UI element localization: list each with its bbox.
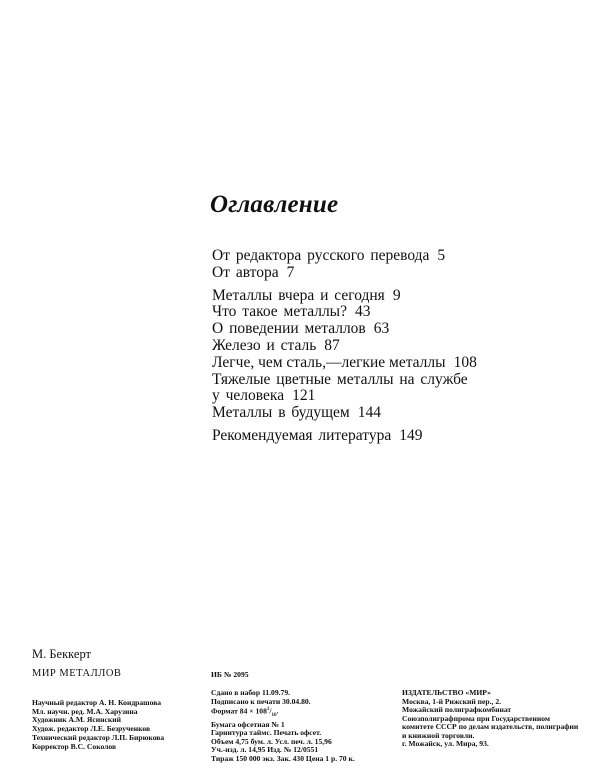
toc-entry — [212, 321, 477, 338]
toc-entry-title: О поведении металлов — [212, 320, 366, 338]
print-info-line: Уч.-изд. л. 14,95 Изд. № 12/0551 — [211, 745, 319, 755]
toc-entry-title: Тяжелые цветные металлы на службе — [212, 370, 468, 388]
print-info-line: Тираж 150 000 экз. Зак. 430 Цена 1 р. 70 к. — [211, 753, 355, 763]
toc-heading: Оглавление — [210, 191, 339, 218]
toc-entry — [212, 248, 477, 265]
toc-entry-page: 7 — [286, 263, 295, 281]
toc-entry-title: Рекомендуемая литература — [212, 426, 392, 444]
toc-entry-page: 149 — [399, 426, 423, 444]
colophon-ib-number: ИБ № 2095 — [211, 670, 249, 679]
toc-entry-continuation — [212, 388, 477, 405]
toc-entry-page: 63 — [373, 320, 390, 338]
toc-entry-page: 9 — [392, 286, 401, 304]
colophon-print-info — [211, 689, 355, 763]
colophon-publisher — [402, 689, 582, 749]
colophon-author: М. Беккерт — [32, 647, 92, 661]
toc-entry — [212, 288, 477, 305]
print-info-format — [211, 706, 355, 721]
credit-line: Корректор В.С. Соколов — [32, 741, 117, 751]
print-info-line: Гарнитура таймс. Печать офсет. — [211, 728, 322, 738]
toc-entry-title: Легче, чем сталь,—легкие металлы — [212, 353, 446, 371]
toc-entry-page: 5 — [437, 247, 446, 264]
toc-entry-title: у человека — [212, 387, 285, 405]
toc-entry-title: От редактора русского перевода — [212, 247, 430, 264]
credit-line: Художник А.М. Ясинский — [32, 715, 121, 725]
toc-entry — [212, 265, 477, 282]
toc-entry-page: 87 — [324, 336, 340, 354]
toc-entry — [212, 338, 477, 355]
colophon-book-title: МИР МЕТАЛЛОВ — [32, 668, 122, 679]
toc-entry-title: Железо и сталь — [212, 336, 317, 354]
toc-entry — [212, 372, 477, 389]
toc-entry — [212, 428, 477, 445]
format-sup: 1 — [266, 707, 270, 712]
colophon-credits — [32, 699, 164, 752]
credit-line: Худож. редактор Л.Е. Безрученков — [32, 723, 151, 733]
print-info-line: Подписано к печати 30.04.80. — [211, 696, 311, 706]
print-info-line: Бумага офсетная № 1 — [211, 719, 285, 729]
credit-line: Мл. научн. ред. М.А. Харузина — [32, 706, 138, 716]
format-sep: / — [269, 706, 272, 716]
toc-entry-page: 108 — [453, 353, 477, 371]
print-info-line: Сдано в набор 11.09.79. — [211, 688, 291, 697]
toc-entry-title: Что такое металлы? — [212, 303, 347, 321]
publisher-address: Москва, 1-й Рижский пер., 2. — [402, 696, 502, 706]
toc-entry-page: 121 — [292, 387, 316, 405]
toc-entry-title: Металлы вчера и сегодня — [212, 286, 385, 304]
format-end: . — [276, 706, 279, 716]
printer-info: Можайский полиграфкомбинат Союзполиграфпрома при Государственном комитете СССР по делам издательств, полиграфии и книжной торговли. — [402, 705, 579, 740]
printer-address: г. Можайск, ул. Мира, 93. — [402, 739, 489, 748]
print-info-line: Объем 4,75 бум. л. Усл. печ. л. 15,96 — [211, 736, 332, 746]
table-of-contents — [212, 248, 477, 445]
toc-entry — [212, 355, 477, 372]
toc-entry-title: От автора — [212, 263, 279, 281]
toc-entry-title: Металлы в будущем — [212, 404, 350, 422]
credit-line: Технический редактор Л.П. Бирюкова — [32, 733, 165, 743]
publisher-name: ИЗДАТЕЛЬСТВО «МИР» — [402, 688, 491, 697]
credit-line: Научный редактор А. Н. Кондрашова — [32, 698, 162, 707]
toc-entry-page: 43 — [354, 303, 371, 321]
toc-entry — [212, 304, 477, 321]
format-text: Формат 84 × 108 — [211, 706, 267, 716]
toc-entry — [212, 405, 477, 422]
toc-entry-page: 144 — [357, 404, 381, 422]
format-sub: 16 — [271, 713, 277, 719]
